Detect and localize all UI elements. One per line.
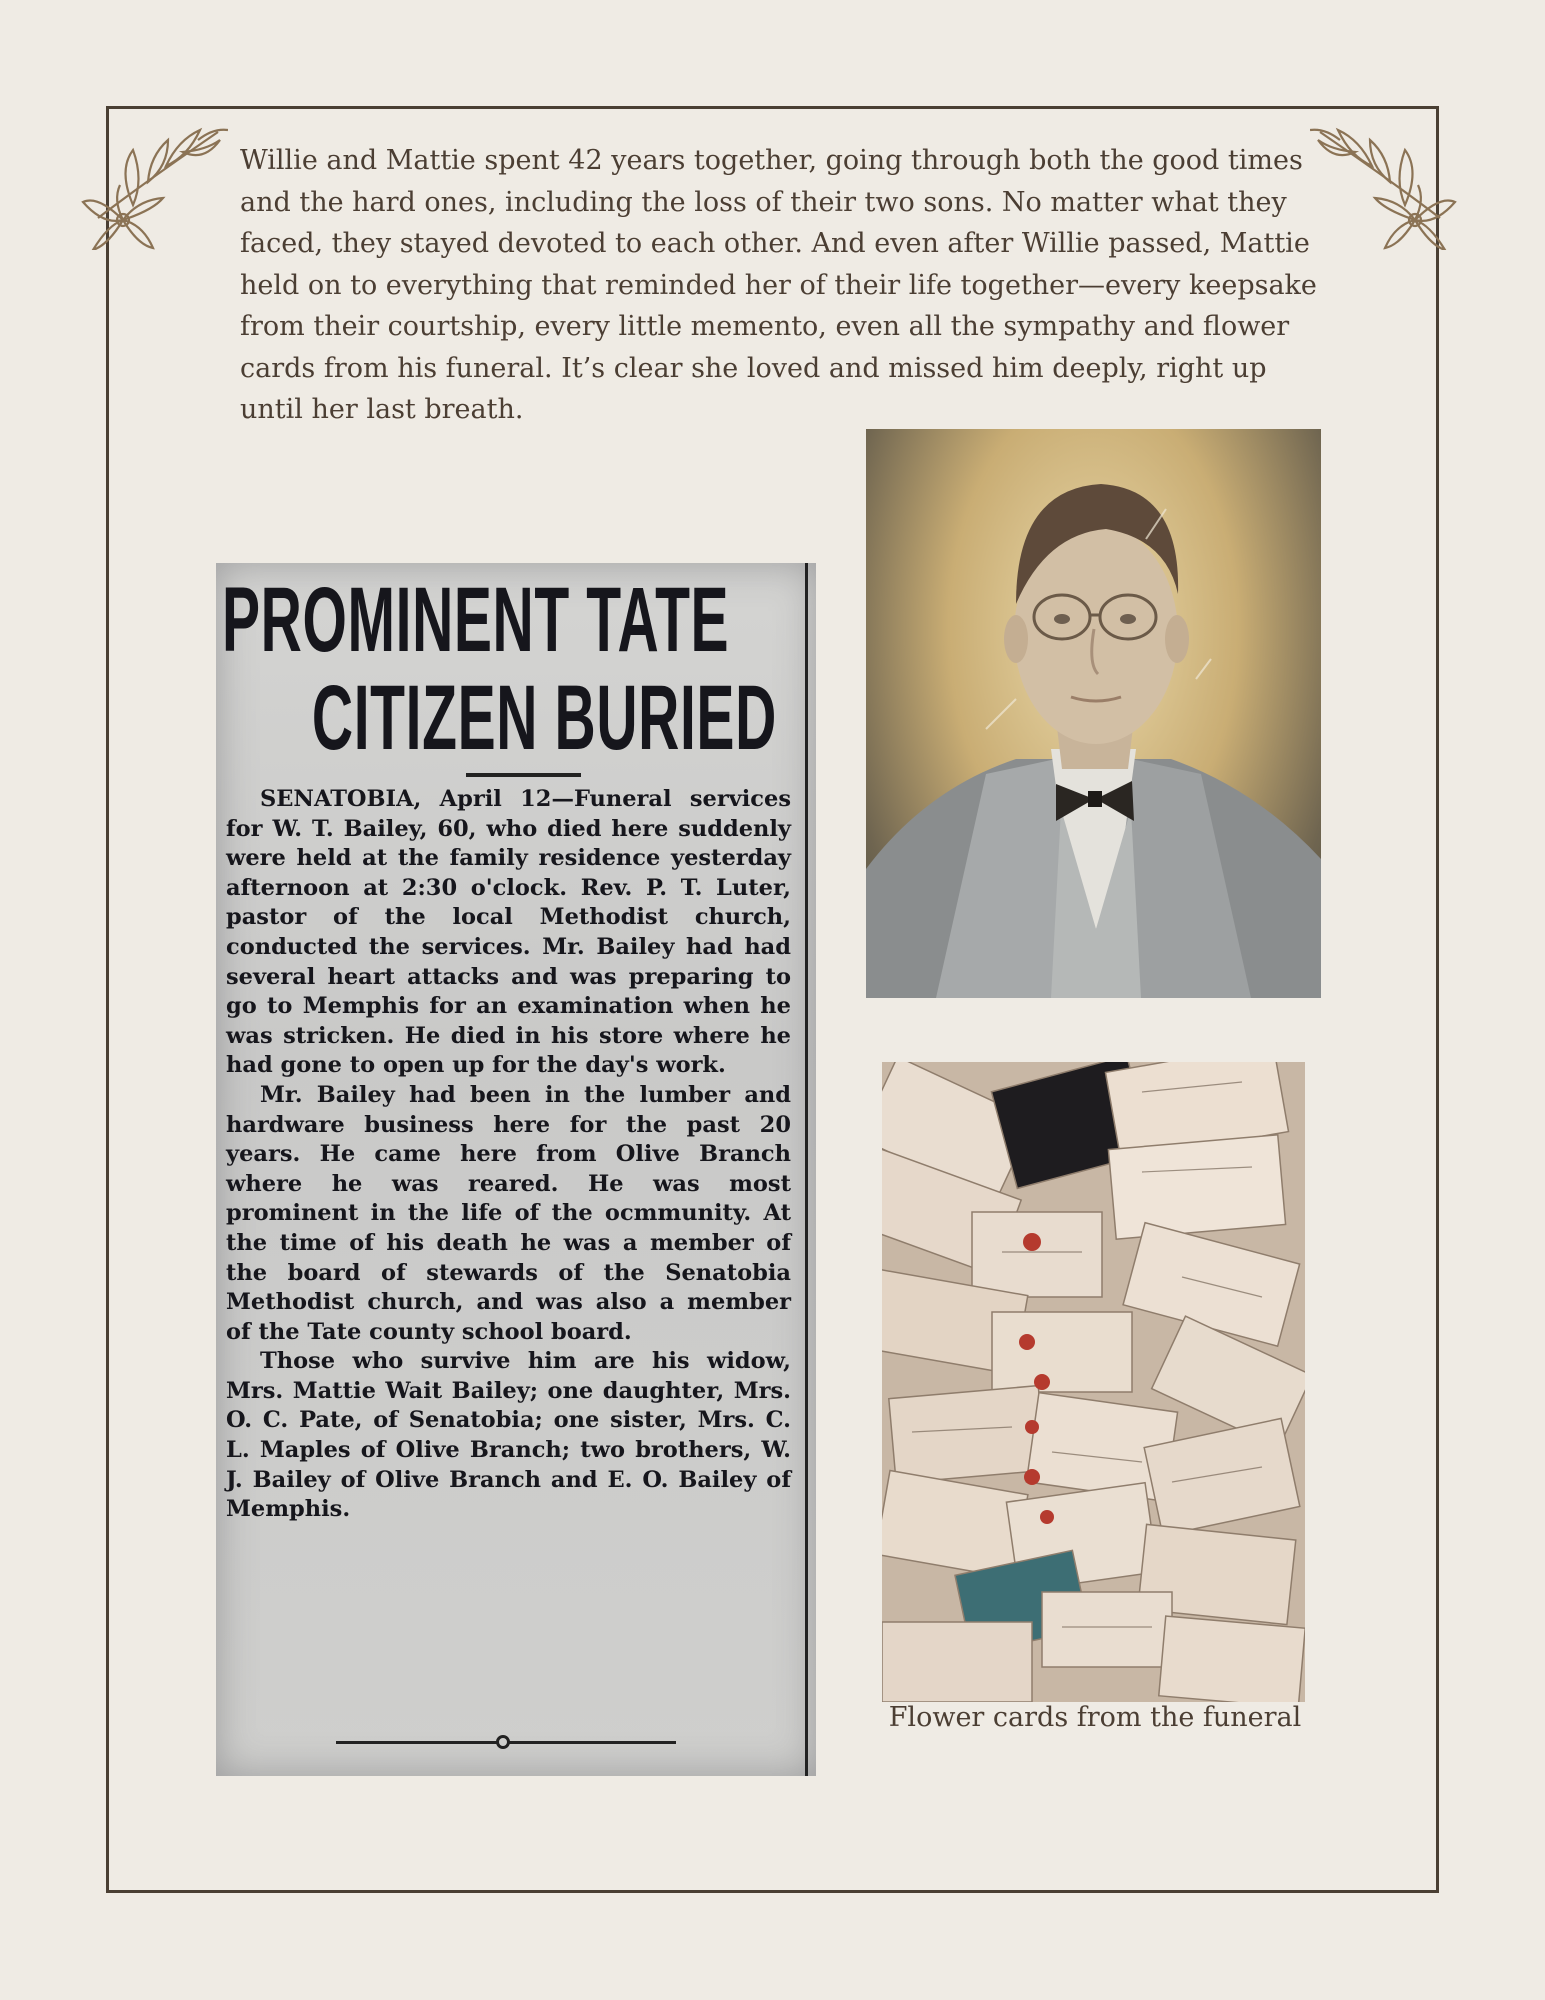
headline-line-2: CITIZEN BURIED	[311, 667, 777, 769]
portrait-photo	[866, 429, 1321, 998]
headline-line-1: PROMINENT TATE	[222, 569, 730, 671]
intro-paragraph: Willie and Mattie spent 42 years together, going through both the good times and the hard ones, including the loss of their two sons. No matter what they faced, they stayed devoted to each other. And even after Willie passed, Mattie held on to everything that reminded her of their life together—every keepsake from their courtship, every little memento, even all the sympathy and flower cards from his funeral. It’s clear she loved and missed him deeply, right up until her last breath.	[240, 145, 1317, 425]
article-paragraph: Those who survive him are his widow, Mrs. Mattie Wait Bailey; one daughter, Mrs. O. C. Pate, of Senatobia; one sister, Mrs. C. L. Maples of Olive Branch; two brothers, W. J. Bailey of Olive Branch and E. O. Bailey of Memphis.	[226, 1348, 791, 1523]
clipping-article	[226, 785, 791, 1525]
newspaper-clipping	[216, 563, 816, 1776]
article-paragraph: SENATOBIA, April 12—Funeral services for W. T. Bailey, 60, who died here suddenly were held at the family residence yesterday afternoon at 2:30 o'clock. Rev. P. T. Luter, pastor of the local Methodist church, conducted the services. Mr. Bailey had had several heart attacks and was preparing to go to Memphis for an examination when he was stricken. He died in his store where he had gone to open up for the day's work.	[226, 786, 791, 1079]
article-paragraph: Mr. Bailey had been in the lumber and hardware business here for the past 20 years. He came here from Olive Branch where he was reared. He was most prominent in the life of the ocmmunity. At the time of his death he was a member of the board of stewards of the Senatobia Methodist church, and was also a member of the Tate county school board.	[226, 1081, 791, 1345]
column-rule	[805, 563, 808, 1776]
clipping-headline	[222, 571, 777, 767]
floral-ornament-icon	[78, 100, 228, 250]
floral-ornament-icon	[1310, 100, 1460, 250]
flower-cards-photo	[882, 1062, 1305, 1702]
headline-divider	[466, 773, 581, 777]
cards-caption: Flower cards from the funeral	[888, 1702, 1302, 1733]
end-ornament	[496, 1735, 510, 1749]
